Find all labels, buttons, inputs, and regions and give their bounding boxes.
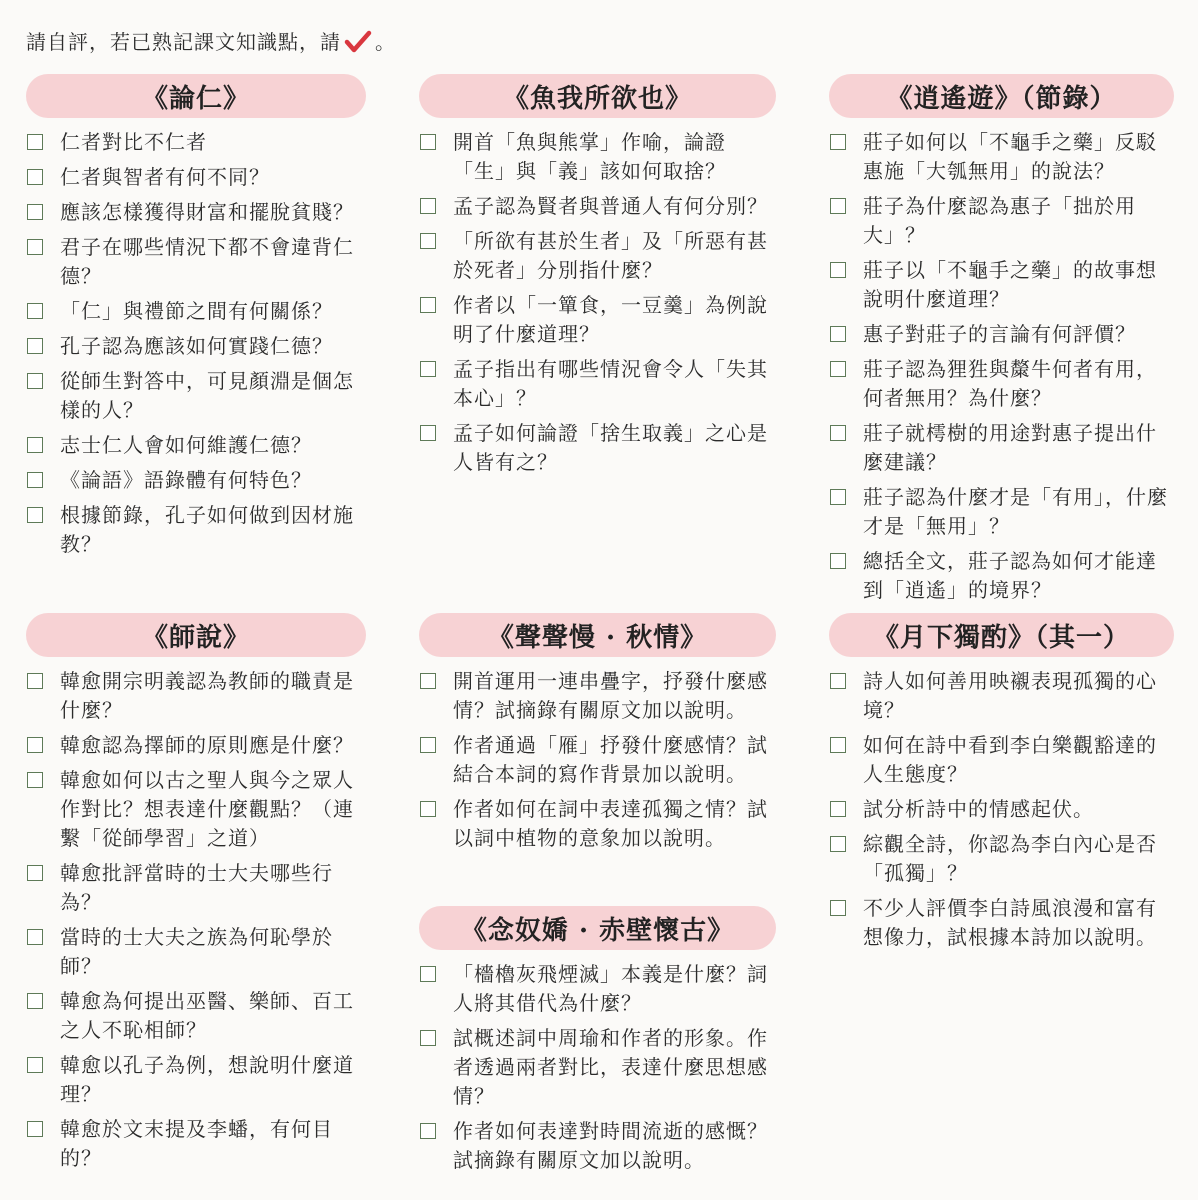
- checkbox[interactable]: [420, 134, 436, 150]
- checklist-item: [419, 1117, 776, 1175]
- checklist-item: [419, 731, 776, 789]
- checklist-item: [26, 859, 366, 917]
- question-text: 從師生對答中，可見顏淵是個怎樣的人？: [60, 369, 354, 422]
- question-text: 作者以「一簞食，一豆羹」為例說明了什麼道理？: [453, 293, 768, 346]
- checkbox[interactable]: [830, 737, 846, 753]
- checklist-item: [26, 233, 366, 291]
- question-text: 「仁」與禮節之間有何關係？: [60, 299, 333, 323]
- checkbox[interactable]: [27, 772, 43, 788]
- checklist-item: [829, 795, 1174, 824]
- question-text: 莊子認為狸狌與斄牛何者有用，何者無用？為什麼？: [863, 357, 1157, 410]
- question-text: 開首運用一連串疊字，抒發什麼感情？試摘錄有關原文加以說明。: [453, 669, 768, 722]
- checklist-item: [26, 128, 366, 157]
- checklist-item: [829, 320, 1174, 349]
- section-xiaoyaoyou: [829, 74, 1174, 611]
- checklist-item: [829, 483, 1174, 541]
- question-text: 莊子以「不龜手之藥」的故事想說明什麼道理？: [863, 258, 1157, 311]
- checklist: [829, 128, 1174, 605]
- question-text: 韓愈認為擇師的原則應是什麼？: [60, 733, 354, 757]
- question-text: 仁者與智者有何不同？: [60, 165, 270, 189]
- checkbox[interactable]: [27, 338, 43, 354]
- checkbox[interactable]: [27, 134, 43, 150]
- checkbox[interactable]: [420, 673, 436, 689]
- checklist-item: [419, 960, 776, 1018]
- checkbox[interactable]: [27, 239, 43, 255]
- question-text: 作者如何表達對時間流逝的感慨？試摘錄有關原文加以說明。: [453, 1119, 768, 1172]
- question-text: 當時的士大夫之族為何恥學於師？: [60, 925, 333, 978]
- checklist-item: [829, 547, 1174, 605]
- question-text: 韓愈批評當時的士大夫哪些行為？: [60, 861, 333, 914]
- checkbox[interactable]: [830, 361, 846, 377]
- section-title: 《念奴嬌 · 赤壁懷古》: [419, 906, 776, 950]
- checkbox[interactable]: [27, 1057, 43, 1073]
- question-text: 仁者對比不仁者: [60, 130, 207, 154]
- checklist-item: [419, 1024, 776, 1111]
- question-text: 不少人評價李白詩風浪漫和富有想像力，試根據本詩加以說明。: [863, 896, 1157, 949]
- section-niannujiao: [419, 906, 776, 1181]
- checklist-item: [26, 367, 366, 425]
- checkbox[interactable]: [27, 929, 43, 945]
- checklist-item: [419, 667, 776, 725]
- checkbox[interactable]: [420, 233, 436, 249]
- checklist-item: [26, 163, 366, 192]
- section-yuwosuoyuye: [419, 74, 776, 483]
- question-text: 韓愈如何以古之聖人與今之眾人作對比？想表達什麼觀點？（連繫「從師學習」之道）: [60, 768, 354, 850]
- checkbox[interactable]: [830, 198, 846, 214]
- instruction-end: 。: [375, 30, 396, 54]
- section-title: 《論仁》: [26, 74, 366, 118]
- checklist-item: [829, 256, 1174, 314]
- checklist-item: [26, 1115, 366, 1173]
- question-text: 孔子認為應該如何實踐仁德？: [60, 334, 333, 358]
- checklist: [419, 128, 776, 477]
- checkbox[interactable]: [830, 262, 846, 278]
- question-text: 君子在哪些情況下都不會違背仁德？: [60, 235, 354, 288]
- checkbox[interactable]: [420, 737, 436, 753]
- checkbox[interactable]: [830, 673, 846, 689]
- section-title: 《逍遙遊》（節錄）: [829, 74, 1174, 118]
- checklist-item: [26, 1051, 366, 1109]
- checklist-item: [419, 419, 776, 477]
- section-shengshengman: [419, 613, 776, 859]
- checkbox[interactable]: [420, 297, 436, 313]
- checkbox[interactable]: [830, 900, 846, 916]
- section-shishuo: [26, 613, 366, 1179]
- question-text: 總括全文，莊子認為如何才能達到「逍遙」的境界？: [863, 549, 1157, 602]
- checklist-item: [26, 297, 366, 326]
- checkbox[interactable]: [27, 303, 43, 319]
- section-title: 《月下獨酌》（其一）: [829, 613, 1174, 657]
- question-text: 試分析詩中的情感起伏。: [863, 797, 1094, 821]
- checkbox[interactable]: [27, 1121, 43, 1137]
- question-text: 孟子認為賢者與普通人有何分別？: [453, 194, 768, 218]
- checklist-item: [829, 355, 1174, 413]
- checklist-item: [26, 766, 366, 853]
- question-text: 根據節錄，孔子如何做到因材施教？: [60, 503, 354, 556]
- checklist: [26, 667, 366, 1173]
- checklist-item: [829, 192, 1174, 250]
- question-text: 「檣櫓灰飛煙滅」本義是什麼？詞人將其借代為什麼？: [453, 962, 768, 1015]
- checkbox[interactable]: [420, 1030, 436, 1046]
- checklist-item: [829, 128, 1174, 186]
- checklist-item: [26, 466, 366, 495]
- checklist: [419, 960, 776, 1175]
- checkbox[interactable]: [830, 801, 846, 817]
- checklist-item: [419, 291, 776, 349]
- instruction-line: [26, 28, 396, 56]
- question-text: 詩人如何善用映襯表現孤獨的心境？: [863, 669, 1157, 722]
- checklist-item: [419, 227, 776, 285]
- section-title: 《魚我所欲也》: [419, 74, 776, 118]
- checklist-item: [419, 192, 776, 221]
- question-text: 莊子如何以「不龜手之藥」反駁惠施「大瓠無用」的說法？: [863, 130, 1157, 183]
- checkbox[interactable]: [27, 437, 43, 453]
- checkbox[interactable]: [420, 966, 436, 982]
- checkbox[interactable]: [420, 801, 436, 817]
- question-text: 孟子如何論證「捨生取義」之心是人皆有之？: [453, 421, 768, 474]
- checkbox[interactable]: [27, 865, 43, 881]
- section-yuexiaduzhuo: [829, 613, 1174, 958]
- question-text: 綜觀全詩，你認為李白內心是否「孤獨」？: [863, 832, 1157, 885]
- checklist-item: [26, 501, 366, 559]
- checklist-item: [26, 987, 366, 1045]
- question-text: 韓愈於文末提及李蟠，有何目的？: [60, 1117, 333, 1170]
- question-text: 應該怎樣獲得財富和擺脫貧賤？: [60, 200, 354, 224]
- question-text: 韓愈開宗明義認為教師的職責是什麼？: [60, 669, 354, 722]
- checkbox[interactable]: [27, 472, 43, 488]
- checklist-item: [26, 731, 366, 760]
- question-text: 試概述詞中周瑜和作者的形象。作者透過兩者對比，表達什麼思想感情？: [453, 1026, 768, 1108]
- question-text: 莊子為什麼認為惠子「拙於用大」？: [863, 194, 1136, 247]
- checkbox[interactable]: [27, 204, 43, 220]
- checklist-item: [829, 830, 1174, 888]
- section-title: 《師說》: [26, 613, 366, 657]
- checklist: [829, 667, 1174, 952]
- checklist-item: [26, 332, 366, 361]
- checklist-item: [26, 198, 366, 227]
- checklist: [419, 667, 776, 853]
- checklist-item: [419, 355, 776, 413]
- checklist-item: [419, 128, 776, 186]
- checkbox[interactable]: [27, 673, 43, 689]
- checklist: [26, 128, 366, 559]
- question-text: 志士仁人會如何維護仁德？: [60, 433, 312, 457]
- checkbox[interactable]: [27, 993, 43, 1009]
- question-text: 如何在詩中看到李白樂觀豁達的人生態度？: [863, 733, 1157, 786]
- checkbox[interactable]: [830, 326, 846, 342]
- check-mark-icon: [343, 29, 373, 55]
- checklist-item: [26, 667, 366, 725]
- checkbox[interactable]: [420, 425, 436, 441]
- question-text: 惠子對莊子的言論有何評價？: [863, 322, 1136, 346]
- checkbox[interactable]: [27, 737, 43, 753]
- section-title: 《聲聲慢 · 秋情》: [419, 613, 776, 657]
- checklist-item: [829, 667, 1174, 725]
- checkbox[interactable]: [830, 489, 846, 505]
- question-text: 《論語》語錄體有何特色？: [60, 468, 312, 492]
- checkbox[interactable]: [830, 553, 846, 569]
- checkbox[interactable]: [830, 836, 846, 852]
- checklist-item: [26, 923, 366, 981]
- checkbox[interactable]: [27, 169, 43, 185]
- instruction-text: 請自評，若已熟記課文知識點，請: [26, 30, 341, 54]
- checklist-item: [829, 894, 1174, 952]
- checkbox[interactable]: [830, 425, 846, 441]
- checkbox[interactable]: [27, 373, 43, 389]
- question-text: 作者如何在詞中表達孤獨之情？試以詞中植物的意象加以說明。: [453, 797, 768, 850]
- checklist-item: [26, 431, 366, 460]
- question-text: 「所欲有甚於生者」及「所惡有甚於死者」分別指什麼？: [453, 229, 768, 282]
- section-lunren: [26, 74, 366, 565]
- question-text: 作者通過「雁」抒發什麼感情？試結合本詞的寫作背景加以說明。: [453, 733, 768, 786]
- question-text: 莊子認為什麼才是「有用」，什麼才是「無用」？: [863, 485, 1168, 538]
- checkbox[interactable]: [420, 198, 436, 214]
- checkbox[interactable]: [830, 134, 846, 150]
- checkbox[interactable]: [420, 1123, 436, 1139]
- checklist-item: [419, 795, 776, 853]
- question-text: 韓愈為何提出巫醫、樂師、百工之人不恥相師？: [60, 989, 354, 1042]
- question-text: 孟子指出有哪些情況會令人「失其本心」？: [453, 357, 768, 410]
- checkbox[interactable]: [420, 361, 436, 377]
- question-text: 韓愈以孔子為例，想說明什麼道理？: [60, 1053, 354, 1106]
- checkbox[interactable]: [27, 507, 43, 523]
- checklist-item: [829, 731, 1174, 789]
- question-text: 開首「魚與熊掌」作喻，論證「生」與「義」該如何取捨？: [453, 130, 726, 183]
- checklist-item: [829, 419, 1174, 477]
- question-text: 莊子就樗樹的用途對惠子提出什麼建議？: [863, 421, 1157, 474]
